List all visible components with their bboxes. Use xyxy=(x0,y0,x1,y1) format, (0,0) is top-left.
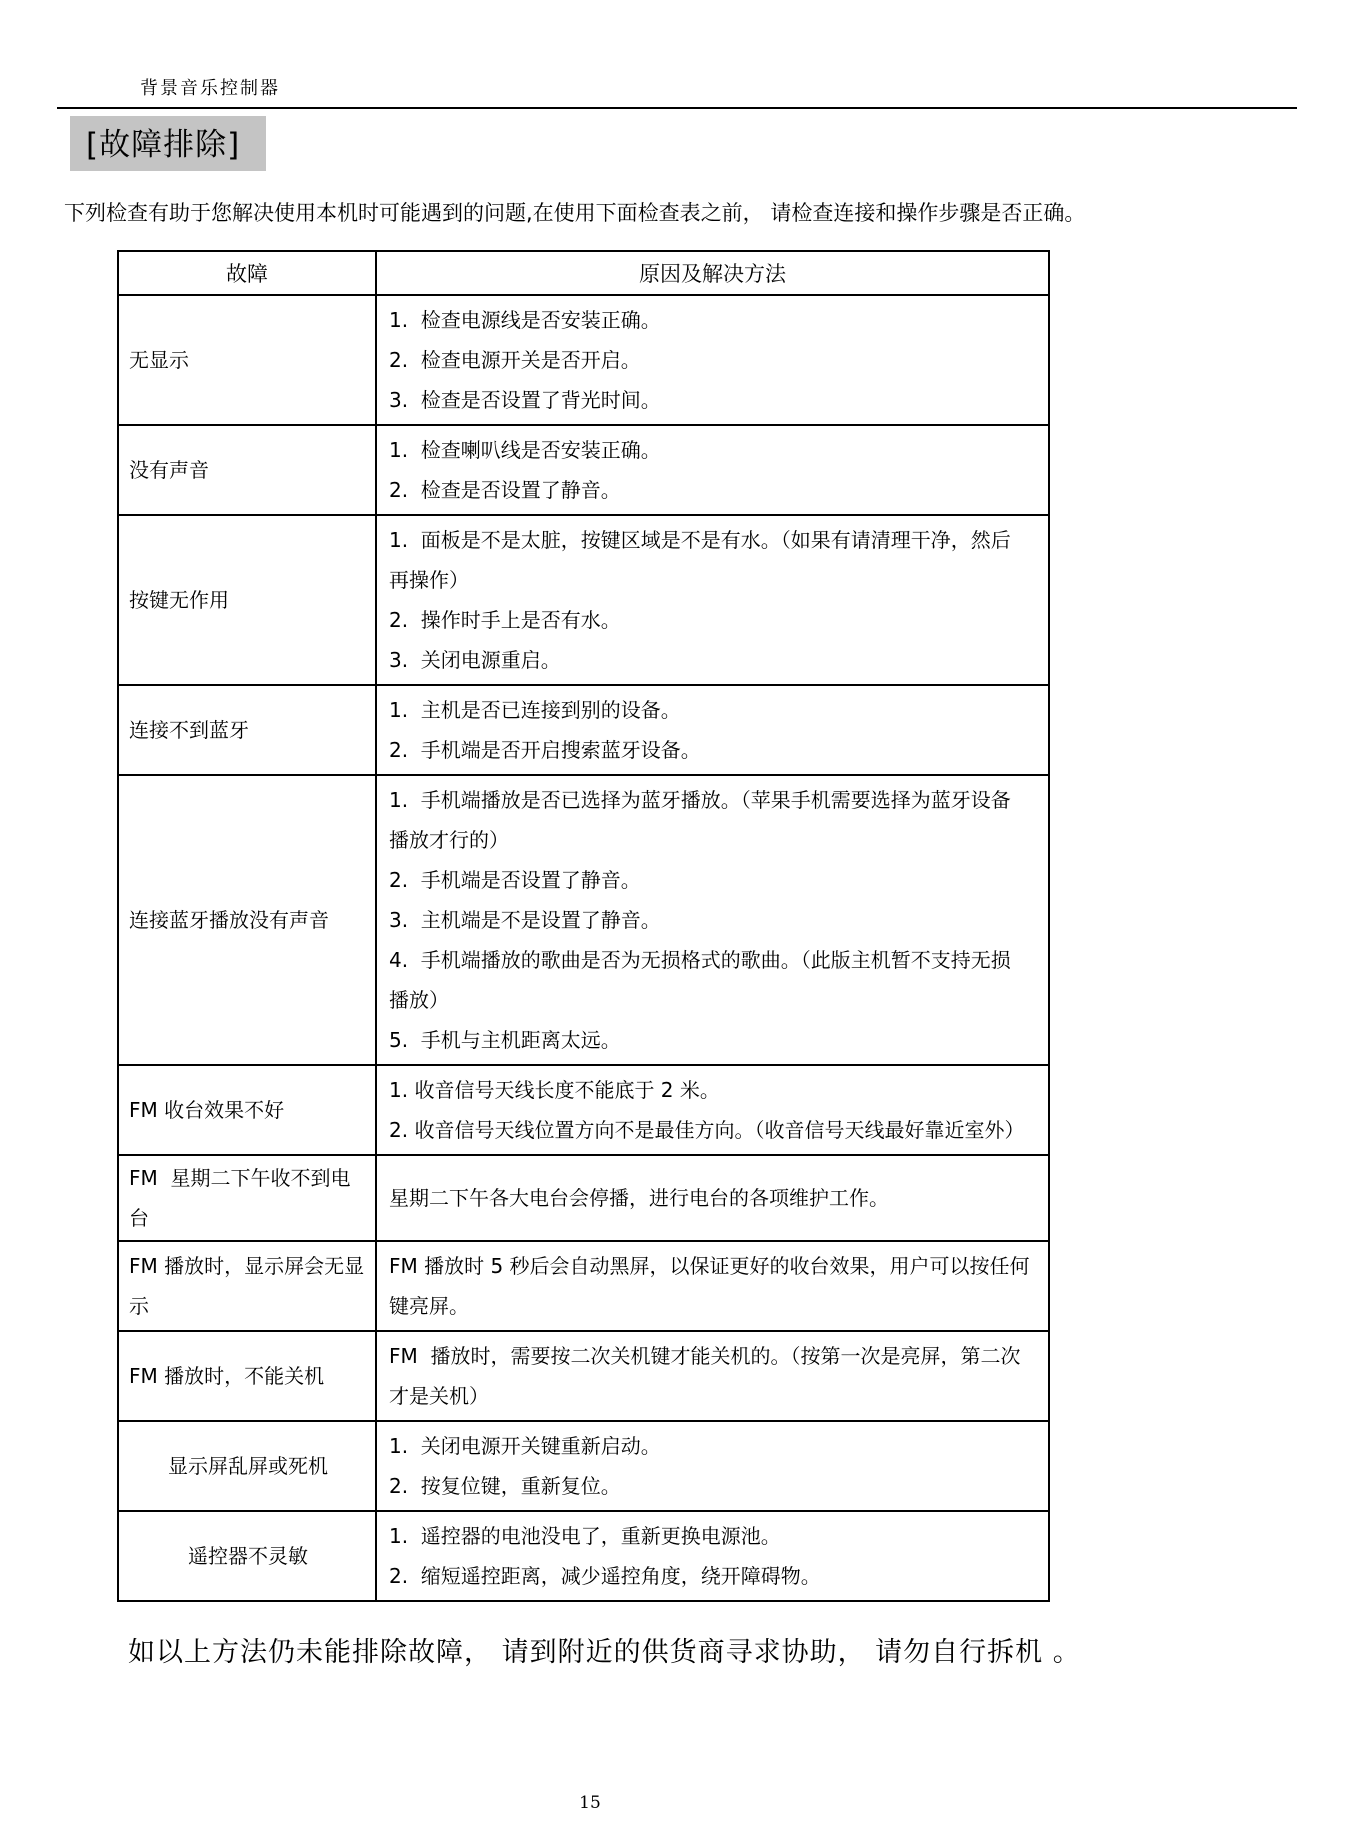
cause-line: 2. 收音信号天线位置方向不是最佳方向。（收音信号天线最好靠近室外） xyxy=(389,1118,1025,1143)
cause-cell xyxy=(376,1241,1049,1331)
intro-paragraph: 下列检查有助于您解决使用本机时可能遇到的问题,在使用下面检查表之前， 请检查连接和操作步骤是否正确。 xyxy=(64,201,1086,225)
cause-line: 3. 主机端是不是设置了静音。 xyxy=(389,908,661,933)
cause-line: 2. 手机端是否开启搜索蓝牙设备。 xyxy=(389,738,701,763)
cause-line: 2. 操作时手上是否有水。 xyxy=(389,608,621,633)
table-row xyxy=(118,1155,1049,1241)
fault-cell: 显示屏乱屏或死机 xyxy=(118,1421,376,1511)
cause-column-header: 原因及解决方法 xyxy=(376,251,1049,295)
cause-cell xyxy=(376,295,1049,425)
cause-line: 1. 手机端播放是否已选择为蓝牙播放。（苹果手机需要选择为蓝牙设备播放才行的） xyxy=(389,788,1011,853)
cause-line: 1. 面板是不是太脏，按键区域是不是有水。（如果有请清理干净，然后再操作） xyxy=(389,528,1011,593)
cause-cell xyxy=(376,1065,1049,1155)
cause-cell xyxy=(376,1155,1049,1241)
cause-line: FM 播放时 5 秒后会自动黑屏，以保证更好的收台效果，用户可以按任何键亮屏。 xyxy=(389,1254,1030,1319)
fault-column-header: 故障 xyxy=(118,251,376,295)
cause-cell xyxy=(376,1421,1049,1511)
table-row xyxy=(118,685,1049,775)
doc-header-title: 背景音乐控制器 xyxy=(140,78,280,99)
page-number: 15 xyxy=(579,1793,601,1813)
table-body xyxy=(118,295,1049,1601)
cause-line: 2. 检查是否设置了静音。 xyxy=(389,478,621,503)
troubleshooting-table xyxy=(117,250,1050,1602)
fault-cell: 遥控器不灵敏 xyxy=(118,1511,376,1601)
table-row xyxy=(118,1065,1049,1155)
table-row xyxy=(118,425,1049,515)
cause-line: 3. 检查是否设置了背光时间。 xyxy=(389,388,661,413)
fault-cell: 连接不到蓝牙 xyxy=(118,685,376,775)
table-row xyxy=(118,295,1049,425)
fault-cell: FM 收台效果不好 xyxy=(118,1065,376,1155)
table-header-row xyxy=(118,251,1049,295)
cause-line: 星期二下午各大电台会停播，进行电台的各项维护工作。 xyxy=(389,1186,889,1211)
cause-line: 5. 手机与主机距离太远。 xyxy=(389,1028,621,1053)
cause-line: 3. 关闭电源重启。 xyxy=(389,648,561,673)
table-row xyxy=(118,775,1049,1065)
cause-line: 1. 关闭电源开关键重新启动。 xyxy=(389,1434,661,1459)
table-row xyxy=(118,1421,1049,1511)
cause-cell xyxy=(376,515,1049,685)
cause-line: 2. 检查电源开关是否开启。 xyxy=(389,348,641,373)
cause-cell xyxy=(376,1331,1049,1421)
cause-cell xyxy=(376,1511,1049,1601)
cause-line: 2. 手机端是否设置了静音。 xyxy=(389,868,641,893)
fault-cell: FM 播放时，不能关机 xyxy=(118,1331,376,1421)
fault-cell: 无显示 xyxy=(118,295,376,425)
cause-line: 2. 按复位键，重新复位。 xyxy=(389,1474,621,1499)
cause-line: FM 播放时，需要按二次关机键才能关机的。（按第一次是亮屏，第二次才是关机） xyxy=(389,1344,1021,1409)
fault-cell: 没有声音 xyxy=(118,425,376,515)
cause-line: 2. 缩短遥控距离，减少遥控角度，绕开障碍物。 xyxy=(389,1564,821,1589)
cause-line: 1. 检查电源线是否安装正确。 xyxy=(389,308,661,333)
cause-cell xyxy=(376,775,1049,1065)
table-row xyxy=(118,1241,1049,1331)
table-row xyxy=(118,515,1049,685)
cause-cell xyxy=(376,685,1049,775)
fault-cell: 按键无作用 xyxy=(118,515,376,685)
table-row xyxy=(118,1331,1049,1421)
fault-cell: FM 播放时，显示屏会无显示 xyxy=(118,1241,376,1331)
fault-cell: FM 星期二下午收不到电台 xyxy=(118,1155,376,1241)
cause-cell xyxy=(376,425,1049,515)
doc-header xyxy=(0,0,1358,100)
table-row xyxy=(118,1511,1049,1601)
fault-cell: 连接蓝牙播放没有声音 xyxy=(118,775,376,1065)
cause-line: 1. 遥控器的电池没电了，重新更换电源池。 xyxy=(389,1524,781,1549)
table-head xyxy=(118,251,1049,295)
cause-line: 1. 检查喇叭线是否安装正确。 xyxy=(389,438,661,463)
cause-line: 4. 手机端播放的歌曲是否为无损格式的歌曲。（此版主机暂不支持无损播放） xyxy=(389,948,1011,1013)
section-title: [故障排除] xyxy=(70,116,266,171)
footer-note: 如以上方法仍未能排除故障， 请到附近的供货商寻求协助， 请勿自行拆机 。 xyxy=(128,1637,1081,1669)
cause-line: 1. 收音信号天线长度不能底于 2 米。 xyxy=(389,1078,720,1103)
cause-line: 1. 主机是否已连接到别的设备。 xyxy=(389,698,681,723)
